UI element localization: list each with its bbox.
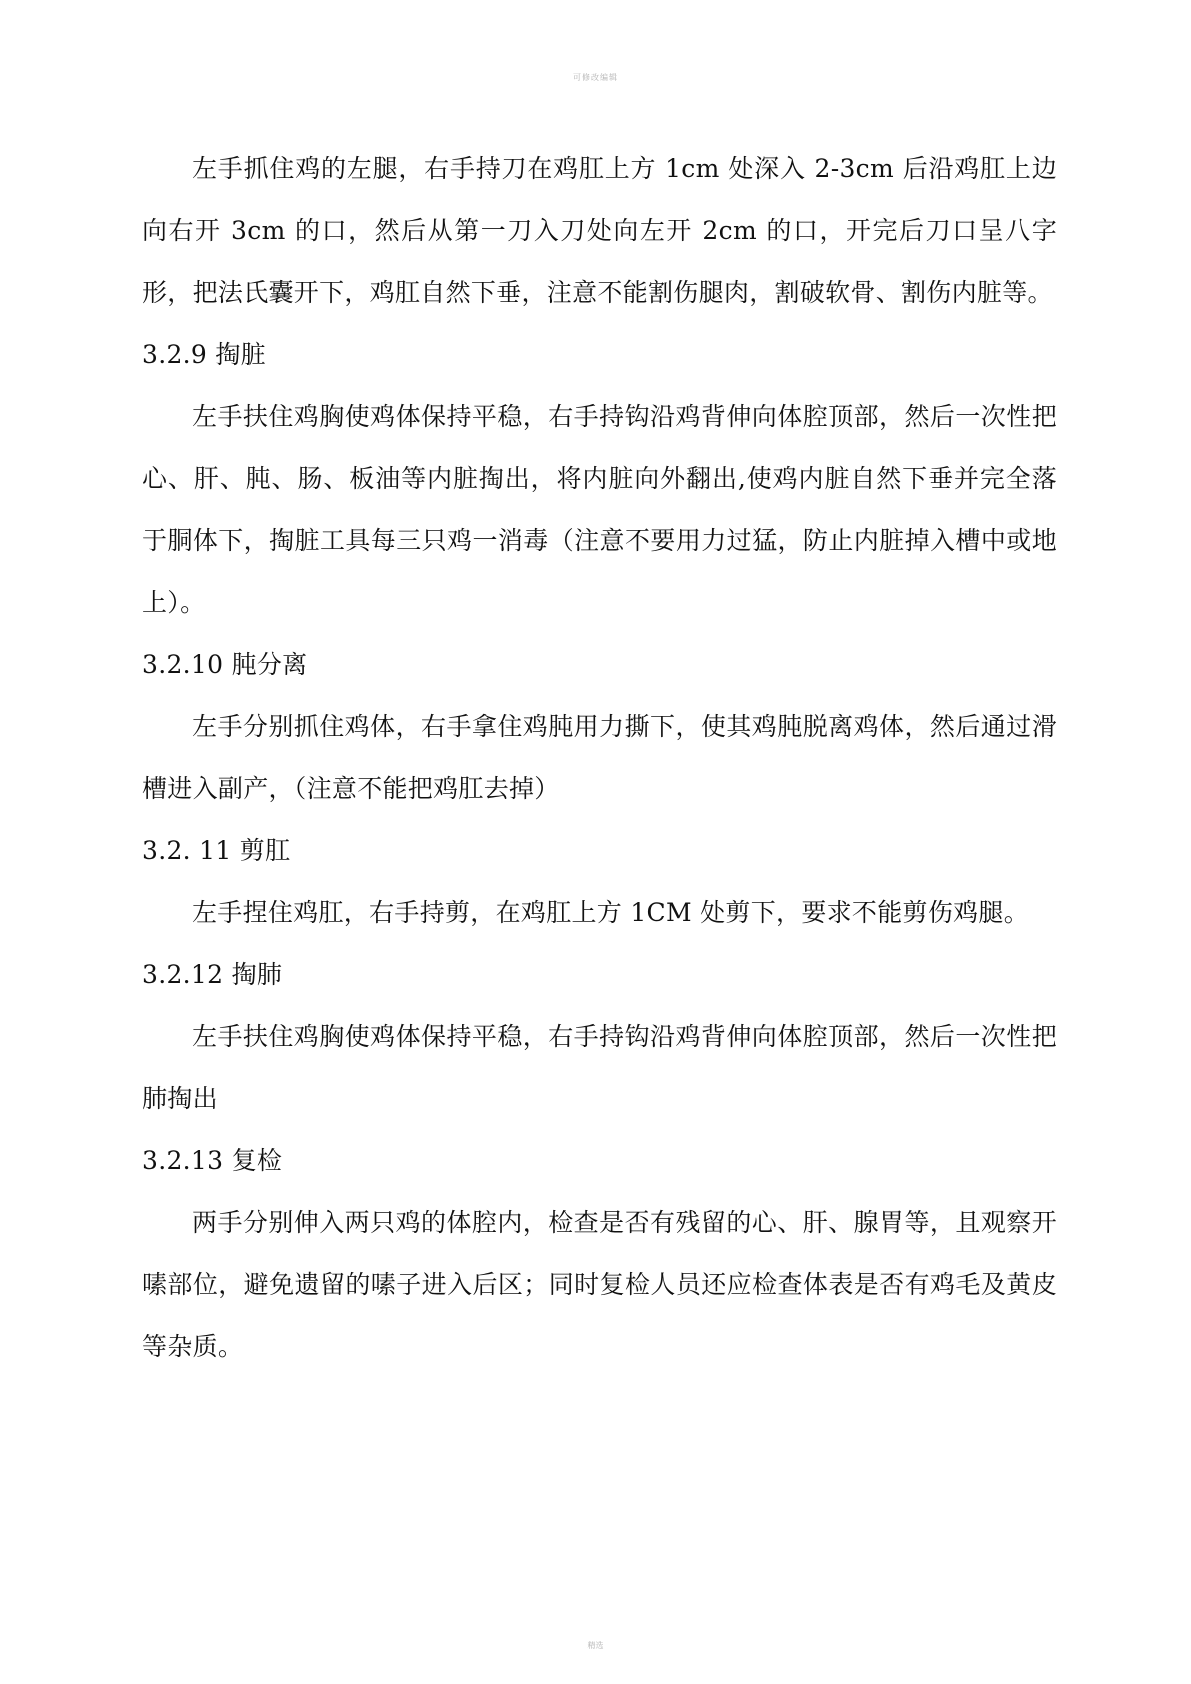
paragraph-lung-removal: 左手扶住鸡胸使鸡体保持平稳，右手持钩沿鸡背伸向体腔顶部，然后一次性把肺掏出 xyxy=(142,1022,1057,1113)
section-heading-3-2-9: 3.2.9 掏脏 xyxy=(142,340,266,369)
section-heading-3-2-11: 3.2. 11 剪肛 xyxy=(142,836,291,865)
paragraph-cutting-vent: 左手抓住鸡的左腿，右手持刀在鸡肛上方 1cm 处深入 2-3cm 后沿鸡肛上边向右开 3cm 的口，然后从第一刀入刀处向左开 2cm 的口，开完后刀口呈八字形，把法氏囊开下，鸡肛自然下垂，注意不能割伤腿肉，割破软骨、割伤内脏等。 xyxy=(142,154,1057,307)
paragraph-evisceration: 左手扶住鸡胸使鸡体保持平稳，右手持钩沿鸡背伸向体腔顶部，然后一次性把心、肝、肫、肠、板油等内脏掏出，将内脏向外翻出,使鸡内脏自然下垂并完全落于胴体下，掏脏工具每三只鸡一消毒（注意不要用力过猛，防止内脏掉入槽中或地上）。 xyxy=(142,402,1057,617)
document-body xyxy=(142,138,1057,1378)
paragraph-gizzard-separation: 左手分别抓住鸡体，右手拿住鸡肫用力撕下，使其鸡肫脱离鸡体，然后通过滑槽进入副产，（注意不能把鸡肛去掉） xyxy=(142,712,1057,803)
paragraph-reinspection: 两手分别伸入两只鸡的体腔内，检查是否有残留的心、肝、腺胃等，且观察开嗉部位，避免遗留的嗉子进入后区；同时复检人员还应检查体表是否有鸡毛及黄皮等杂质。 xyxy=(142,1208,1057,1361)
section-heading-3-2-12: 3.2.12 掏肺 xyxy=(142,960,283,989)
page-footer-note: 精选 xyxy=(587,1641,604,1650)
section-heading-3-2-10: 3.2.10 肫分离 xyxy=(142,650,308,679)
section-heading-3-2-13: 3.2.13 复检 xyxy=(142,1146,283,1175)
paragraph-vent-cutting: 左手捏住鸡肛，右手持剪，在鸡肛上方 1CM 处剪下，要求不能剪伤鸡腿。 xyxy=(192,898,1030,927)
page-header-note: 可修改编辑 xyxy=(573,73,618,82)
